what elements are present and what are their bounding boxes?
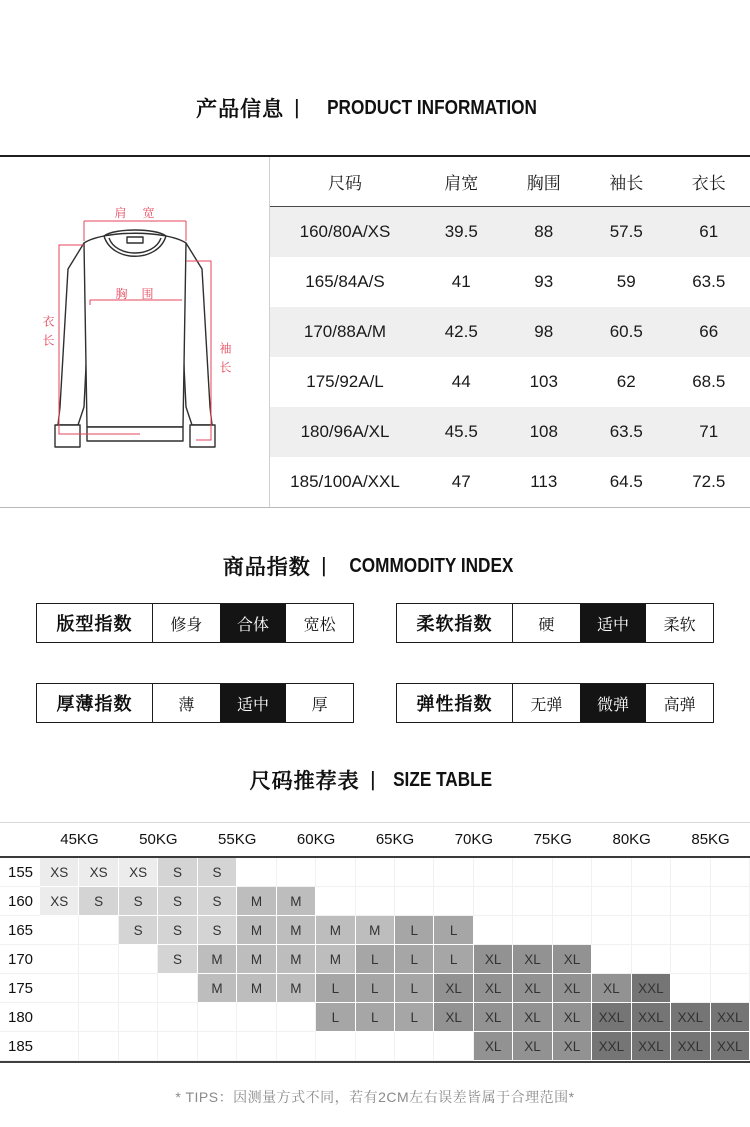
spec-header-cell: 袖长: [609, 174, 644, 193]
spec-row: [270, 307, 750, 357]
size-cell: [553, 916, 592, 945]
size-cell: [434, 858, 473, 887]
matrix-row: [0, 858, 750, 887]
size-cell: [395, 858, 434, 887]
title-en: PRODUCT INFORMATION: [326, 96, 537, 119]
commodity-index-grid: [0, 603, 750, 723]
spec-value-cell: 63.5: [609, 422, 643, 441]
title-divider: |: [370, 768, 375, 791]
title-zh: 商品指数: [222, 556, 311, 579]
spec-header-row: [270, 157, 750, 207]
spec-table: [270, 157, 750, 507]
spec-value-cell: 47: [451, 472, 471, 491]
size-cell: [632, 916, 671, 945]
matrix-corner: [0, 823, 40, 856]
garment-measurement-diagram: [0, 157, 270, 507]
index-option: 高弹: [663, 696, 696, 714]
size-cell: XL: [553, 945, 592, 974]
weight-header: 80KG: [612, 831, 651, 848]
size-cell: L: [356, 945, 395, 974]
size-cell: [711, 858, 750, 887]
size-cell: XL: [474, 1032, 513, 1061]
index-option: 修身: [170, 616, 203, 634]
spec-size-cell: 185/100A/XXL: [290, 472, 400, 491]
size-cell: [513, 858, 552, 887]
spec-value-cell: 93: [534, 272, 554, 291]
size-cell: [119, 945, 158, 974]
size-cell: XL: [553, 1003, 592, 1032]
size-cell: [711, 916, 750, 945]
spec-value-cell: 57.5: [609, 222, 643, 241]
size-cell: [119, 974, 158, 1003]
spec-value-cell: 60.5: [609, 322, 643, 341]
size-cell: [434, 1032, 473, 1061]
index-label: 版型指数: [37, 604, 153, 642]
spec-table-body: [270, 207, 750, 507]
size-cell: [592, 916, 631, 945]
index-option: 硬: [538, 616, 555, 634]
size-cell: [434, 887, 473, 916]
size-cell: S: [198, 887, 237, 916]
spec-value-cell: 66: [699, 322, 719, 341]
size-cell: XXL: [711, 1003, 750, 1032]
spec-value-cell: 88: [534, 222, 554, 241]
size-cell: L: [316, 974, 355, 1003]
body: [84, 233, 186, 427]
size-cell: M: [356, 916, 395, 945]
index-box: [36, 603, 354, 643]
size-cell: [553, 858, 592, 887]
size-cell: [474, 887, 513, 916]
size-cell: XS: [40, 858, 79, 887]
size-cell: [119, 1003, 158, 1032]
spec-row: [270, 357, 750, 407]
title-divider: |: [294, 96, 299, 119]
size-cell: L: [395, 1003, 434, 1032]
index-option: 适中: [220, 684, 287, 722]
index-option: 柔软: [663, 616, 696, 634]
spec-value-cell: 39.5: [444, 222, 478, 241]
spec-value-cell: 103: [529, 372, 558, 391]
size-cell: [592, 945, 631, 974]
weight-header: 75KG: [533, 831, 572, 848]
title-en: SIZE TABLE: [393, 768, 493, 791]
height-label: 185: [0, 1032, 40, 1061]
index-option: 无弹: [530, 696, 563, 714]
size-cell: S: [158, 858, 197, 887]
size-cell: M: [277, 974, 316, 1003]
size-cell: [79, 945, 118, 974]
size-cell: L: [395, 916, 434, 945]
size-cell: XL: [474, 1003, 513, 1032]
size-cell: [79, 1003, 118, 1032]
size-cell: [553, 887, 592, 916]
size-cell: [40, 1032, 79, 1061]
size-cell: S: [158, 945, 197, 974]
size-cell: [395, 887, 434, 916]
title-zh: 尺码推荐表: [249, 770, 360, 793]
size-cell: XL: [553, 1032, 592, 1061]
spec-value-cell: 98: [534, 322, 554, 341]
garment-length-label: 衣长: [41, 315, 55, 353]
size-cell: [632, 945, 671, 974]
size-cell: XS: [40, 887, 79, 916]
size-cell: [711, 887, 750, 916]
index-option: 微弹: [580, 684, 647, 722]
size-cell: [711, 945, 750, 974]
size-cell: M: [316, 916, 355, 945]
size-cell: [592, 858, 631, 887]
matrix-row: [0, 1032, 750, 1061]
spec-section: [0, 155, 750, 508]
size-matrix: [0, 822, 750, 1063]
spec-size-cell: 175/92A/L: [306, 372, 384, 391]
size-cell: M: [237, 974, 276, 1003]
size-cell: [79, 916, 118, 945]
size-cell: S: [198, 916, 237, 945]
index-box: [396, 603, 714, 643]
size-cell: [40, 1003, 79, 1032]
size-cell: XL: [434, 974, 473, 1003]
matrix-header-row: [0, 823, 750, 858]
title-divider: |: [321, 554, 326, 577]
weight-header: 70KG: [454, 831, 494, 848]
size-cell: [356, 887, 395, 916]
size-cell: [158, 1032, 197, 1061]
size-cell: [474, 916, 513, 945]
size-cell: XS: [119, 858, 158, 887]
size-cell: [40, 945, 79, 974]
product-information-title: [0, 93, 750, 123]
commodity-index-title: [0, 551, 750, 581]
spec-value-cell: 108: [529, 422, 558, 441]
size-cell: [158, 1003, 197, 1032]
index-option: 宽松: [303, 616, 336, 634]
size-cell: M: [237, 945, 276, 974]
weight-header: 65KG: [375, 831, 415, 848]
size-cell: XXL: [592, 1032, 631, 1061]
size-cell: S: [158, 916, 197, 945]
size-cell: [198, 1003, 237, 1032]
height-label: 165: [0, 916, 40, 945]
size-cell: [632, 858, 671, 887]
spec-header-cell: 胸围: [526, 174, 561, 193]
size-cell: [277, 1003, 316, 1032]
size-cell: L: [434, 945, 473, 974]
matrix-row: [0, 1003, 750, 1032]
size-cell: XXL: [671, 1003, 710, 1032]
index-option: 薄: [178, 696, 195, 714]
size-cell: [119, 1032, 158, 1061]
size-cell: M: [277, 887, 316, 916]
spec-size-cell: 170/88A/M: [303, 322, 387, 341]
index-label: 厚薄指数: [37, 684, 153, 722]
size-cell: XXL: [671, 1032, 710, 1061]
size-cell: [671, 916, 710, 945]
title-en: COMMODITY INDEX: [349, 554, 514, 577]
size-cell: [356, 858, 395, 887]
size-cell: XL: [434, 1003, 473, 1032]
size-cell: [40, 974, 79, 1003]
matrix-row: [0, 974, 750, 1003]
size-cell: [671, 858, 710, 887]
size-cell: [513, 887, 552, 916]
weight-header: 55KG: [218, 831, 257, 848]
size-cell: [316, 887, 355, 916]
shoulder-width-label: 肩宽: [114, 206, 171, 220]
spec-size-cell: 165/84A/S: [305, 272, 385, 291]
size-cell: [79, 1032, 118, 1061]
title-zh: 产品信息: [196, 98, 285, 121]
size-cell: [513, 916, 552, 945]
size-cell: L: [356, 1003, 395, 1032]
spec-header-cell: 尺码: [328, 174, 362, 193]
spec-value-cell: 113: [530, 472, 558, 491]
spec-header-cell: 衣长: [691, 174, 726, 193]
size-cell: XL: [592, 974, 631, 1003]
size-cell: [79, 974, 118, 1003]
size-table-title: [0, 765, 750, 795]
size-cell: M: [198, 945, 237, 974]
spec-value-cell: 41: [451, 272, 471, 291]
weight-header: 50KG: [139, 831, 178, 848]
spec-value-cell: 71: [699, 422, 719, 441]
index-option: 适中: [580, 604, 647, 642]
size-cell: XL: [513, 974, 552, 1003]
size-cell: XL: [513, 945, 552, 974]
index-option: 合体: [220, 604, 287, 642]
size-cell: S: [158, 887, 197, 916]
spec-value-cell: 44: [451, 372, 471, 391]
height-label: 180: [0, 1003, 40, 1032]
size-cell: XL: [513, 1032, 552, 1061]
size-cell: XXL: [592, 1003, 631, 1032]
height-label: 160: [0, 887, 40, 916]
size-cell: [316, 1032, 355, 1061]
size-cell: [395, 1032, 434, 1061]
tips-note: * TIPS：因测量方式不同，若有2CM左右误差皆属于合理范围*: [175, 1089, 575, 1105]
size-cell: M: [198, 974, 237, 1003]
size-cell: M: [277, 916, 316, 945]
index-box: [396, 683, 714, 723]
spec-row: [270, 257, 750, 307]
spec-value-cell: 68.5: [692, 372, 726, 391]
size-cell: XXL: [711, 1032, 750, 1061]
spec-header-cell: 肩宽: [444, 174, 479, 193]
size-cell: [671, 974, 710, 1003]
size-cell: [592, 887, 631, 916]
size-cell: [198, 1032, 237, 1061]
size-cell: L: [316, 1003, 355, 1032]
height-label: 170: [0, 945, 40, 974]
spec-row: [270, 457, 750, 507]
size-cell: XL: [513, 1003, 552, 1032]
size-cell: S: [119, 916, 158, 945]
size-cell: M: [316, 945, 355, 974]
size-cell: L: [434, 916, 473, 945]
index-box: [36, 683, 354, 723]
spec-row: [270, 407, 750, 457]
size-cell: L: [356, 974, 395, 1003]
size-cell: [237, 1032, 276, 1061]
size-cell: XL: [474, 945, 513, 974]
sleeve-length-label: 袖长: [218, 342, 232, 380]
size-cell: XXL: [632, 1032, 671, 1061]
spec-value-cell: 45.5: [444, 422, 478, 441]
spec-value-cell: 72.5: [692, 472, 726, 491]
weight-header: 45KG: [60, 831, 99, 848]
size-cell: [671, 887, 710, 916]
size-cell: XL: [474, 974, 513, 1003]
spec-row: [270, 207, 750, 257]
size-cell: [356, 1032, 395, 1061]
spec-value-cell: 64.5: [609, 472, 643, 491]
weight-header: 85KG: [691, 831, 730, 848]
spec-value-cell: 59: [616, 272, 636, 291]
size-cell: [40, 916, 79, 945]
size-cell: [632, 887, 671, 916]
size-cell: [316, 858, 355, 887]
size-cell: XXL: [632, 1003, 671, 1032]
size-cell: [277, 858, 316, 887]
size-cell: [237, 858, 276, 887]
size-cell: M: [237, 916, 276, 945]
spec-value-cell: 42.5: [444, 322, 478, 341]
spec-size-cell: 160/80A/XS: [299, 222, 391, 241]
size-cell: S: [119, 887, 158, 916]
spec-size-cell: 180/96A/XL: [300, 422, 390, 441]
spec-value-cell: 63.5: [692, 272, 726, 291]
size-cell: M: [277, 945, 316, 974]
size-cell: [277, 1032, 316, 1061]
size-cell: [158, 974, 197, 1003]
matrix-row: [0, 916, 750, 945]
size-cell: L: [395, 945, 434, 974]
weight-header: 60KG: [296, 831, 336, 848]
size-cell: XS: [79, 858, 118, 887]
size-cell: L: [395, 974, 434, 1003]
index-option: 厚: [311, 696, 328, 714]
size-cell: M: [237, 887, 276, 916]
matrix-row: [0, 945, 750, 974]
size-cell: S: [79, 887, 118, 916]
size-cell: [474, 858, 513, 887]
chest-label: 胸围: [115, 287, 168, 301]
size-cell: [671, 945, 710, 974]
spec-value-cell: 61: [699, 222, 719, 241]
size-cell: XL: [553, 974, 592, 1003]
size-cell: [711, 974, 750, 1003]
size-cell: [237, 1003, 276, 1032]
matrix-row: [0, 887, 750, 916]
size-cell: XXL: [632, 974, 671, 1003]
height-label: 175: [0, 974, 40, 1003]
collar-tag: [127, 237, 143, 243]
index-label: 弹性指数: [397, 684, 513, 722]
spec-value-cell: 62: [616, 372, 636, 391]
height-label: 155: [0, 858, 40, 887]
index-label: 柔软指数: [397, 604, 513, 642]
size-cell: S: [198, 858, 237, 887]
